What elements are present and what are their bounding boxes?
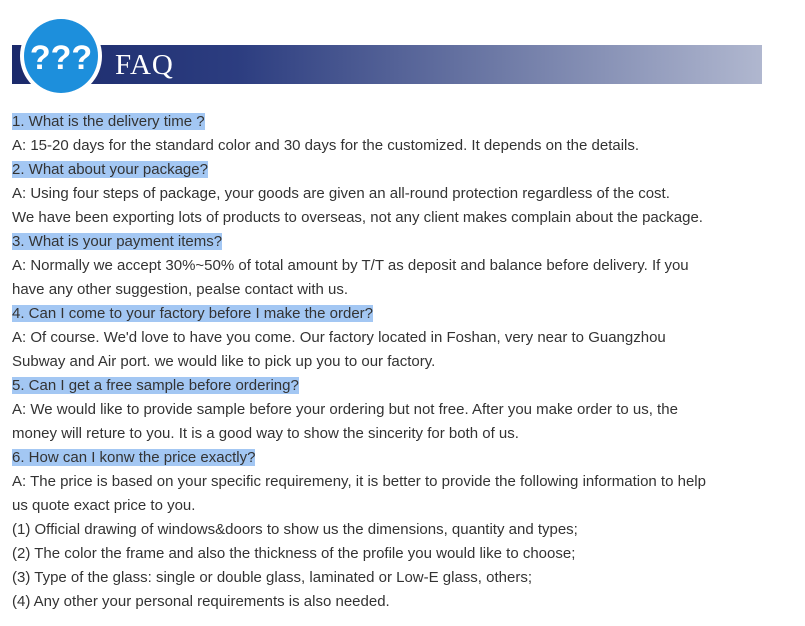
faq-answer-line: money will reture to you. It is a good way to show the sincerity for both of us.	[12, 425, 519, 442]
faq-question	[12, 446, 772, 470]
faq-question	[12, 110, 772, 134]
faq-question	[12, 230, 772, 254]
faq-answer-line: A: 15-20 days for the standard color and 30 days for the customized. It depends on the details.	[12, 137, 640, 154]
page-title: FAQ	[115, 49, 174, 81]
faq-answer-line: A: The price is based on your specific requiremeny, it is better to provide the following information to help	[12, 473, 706, 490]
faq-answer-line: A: Normally we accept 30%~50% of total amount by T/T as deposit and balance before delivery. If you	[12, 257, 689, 274]
faq-answer-line: us quote exact price to you.	[12, 497, 196, 514]
question-text: 5. Can I get a free sample before ordering?	[12, 377, 299, 394]
faq-answer-line: (2) The color the frame and also the thickness of the profile you would like to choose;	[12, 545, 576, 562]
faq-question	[12, 158, 772, 182]
faq-content	[12, 110, 772, 614]
faq-answer-line: (1) Official drawing of windows&doors to show us the dimensions, quantity and types;	[12, 521, 578, 538]
question-text: 1. What is the delivery time ?	[12, 113, 205, 130]
faq-answer-line: (4) Any other your personal requirements is also needed.	[12, 593, 390, 610]
faq-answer-line: A: Of course. We'd love to have you come. Our factory located in Foshan, very near to Guangzhou	[12, 329, 666, 346]
faq-answer-line: (3) Type of the glass: single or double glass, laminated or Low-E glass, others;	[12, 569, 532, 586]
faq-question	[12, 374, 772, 398]
question-text: 4. Can I come to your factory before I make the order?	[12, 305, 374, 322]
faq-answer-line: Subway and Air port. we would like to pick up you to our factory.	[12, 353, 436, 370]
faq-answer-line: have any other suggestion, pealse contact with us.	[12, 281, 349, 298]
faq-answer-line: We have been exporting lots of products to overseas, not any client makes complain about the package.	[12, 209, 703, 226]
question-text: 3. What is your payment items?	[12, 233, 223, 250]
question-marks-icon	[19, 14, 103, 98]
question-text: 2. What about your package?	[12, 161, 208, 178]
faq-answer-line: A: We would like to provide sample before your ordering but not free. After you make order to us, the	[12, 401, 678, 418]
faq-answer-line: A: Using four steps of package, your goods are given an all-round protection regardless of the cost.	[12, 185, 670, 202]
faq-question	[12, 302, 772, 326]
question-text: 6. How can I konw the price exactly?	[12, 449, 256, 466]
badge-text: ???	[29, 39, 93, 77]
